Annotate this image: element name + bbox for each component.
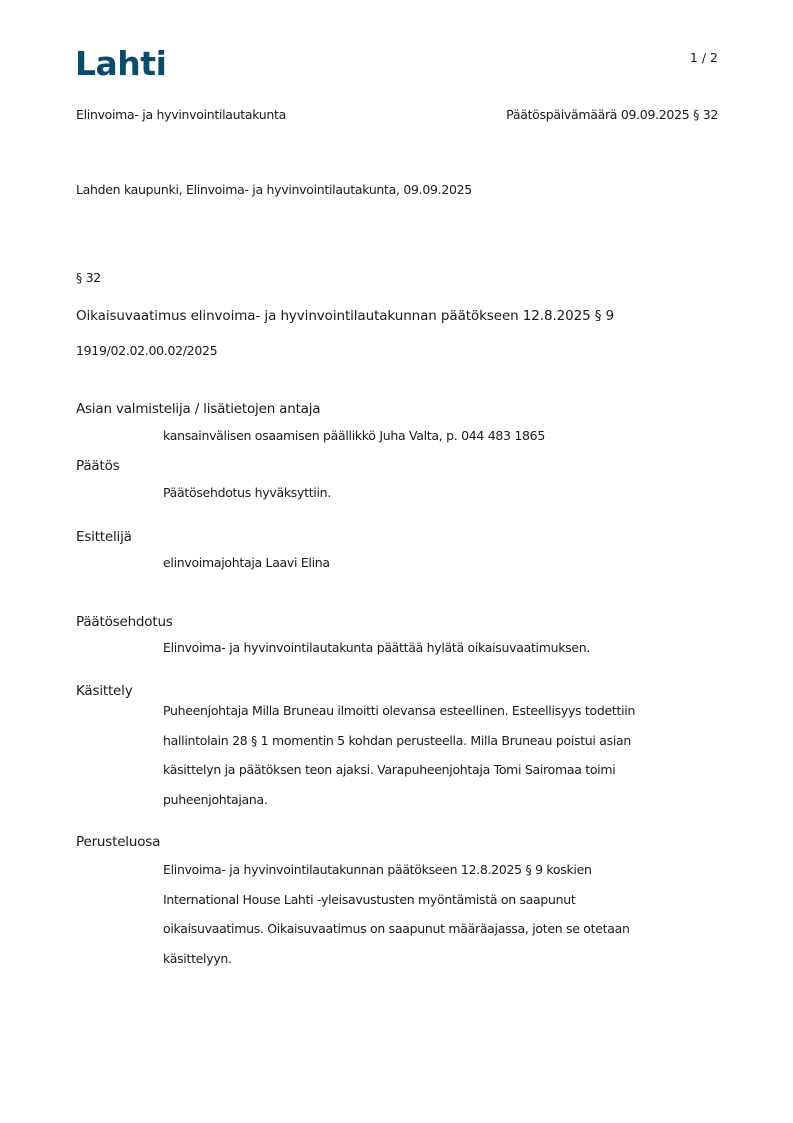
lahti-logo: Lahti: [75, 44, 167, 83]
section-number: § 32: [76, 270, 101, 285]
decision-date: Päätöspäivämäärä 09.09.2025 § 32: [506, 107, 718, 122]
reasoning-line: oikaisuvaatimus. Oikaisuvaatimus on saapunut määräajassa, joten se otetaan: [163, 921, 630, 936]
handling-line: puheenjohtajana.: [163, 791, 268, 807]
decision-text: Päätösehdotus hyväksyttiin.: [163, 485, 331, 500]
case-number: 1919/02.02.00.02/2025: [76, 343, 218, 358]
decision-heading: Päätös: [76, 458, 120, 474]
handling-text: [163, 696, 723, 814]
reasoning-line: Elinvoima- ja hyvinvointilautakunnan päätökseen 12.8.2025 § 9 koskien: [163, 862, 592, 877]
handling-line: käsittelyn ja päätöksen teon ajaksi. Varapuheenjohtaja Tomi Sairomaa toimi: [163, 762, 616, 777]
presenter-heading: Esittelijä: [76, 529, 132, 545]
reasoning-line: käsittelyyn.: [163, 950, 232, 966]
committee-name: Elinvoima- ja hyvinvointilautakunta: [76, 107, 287, 122]
handling-heading: Käsittely: [76, 683, 133, 699]
proposal-text: Elinvoima- ja hyvinvointilautakunta päättää hylätä oikaisuvaatimuksen.: [163, 640, 591, 655]
reasoning-line: International House Lahti -yleisavustusten myöntämistä on saapunut: [163, 891, 576, 907]
document-title: Oikaisuvaatimus elinvoima- ja hyvinvointilautakunnan päätökseen 12.8.2025 § 9: [76, 308, 615, 324]
page-number: 1 / 2: [689, 50, 718, 65]
meeting-line: Lahden kaupunki, Elinvoima- ja hyvinvointilautakunta, 09.09.2025: [76, 182, 472, 197]
presenter-text: elinvoimajohtaja Laavi Elina: [163, 555, 330, 570]
handling-line: Puheenjohtaja Milla Bruneau ilmoitti olevansa esteellinen. Esteellisyys todettiin: [163, 703, 636, 718]
reasoning-text: [163, 855, 723, 973]
preparer-heading: Asian valmistelija / lisätietojen antaja: [76, 401, 321, 417]
reasoning-heading: Perusteluosa: [76, 834, 161, 850]
preparer-text: kansainvälisen osaamisen päällikkö Juha Valta, p. 044 483 1865: [163, 428, 545, 443]
proposal-heading: Päätösehdotus: [76, 614, 173, 630]
handling-line: hallintolain 28 § 1 momentin 5 kohdan perusteella. Milla Bruneau poistui asian: [163, 732, 632, 748]
